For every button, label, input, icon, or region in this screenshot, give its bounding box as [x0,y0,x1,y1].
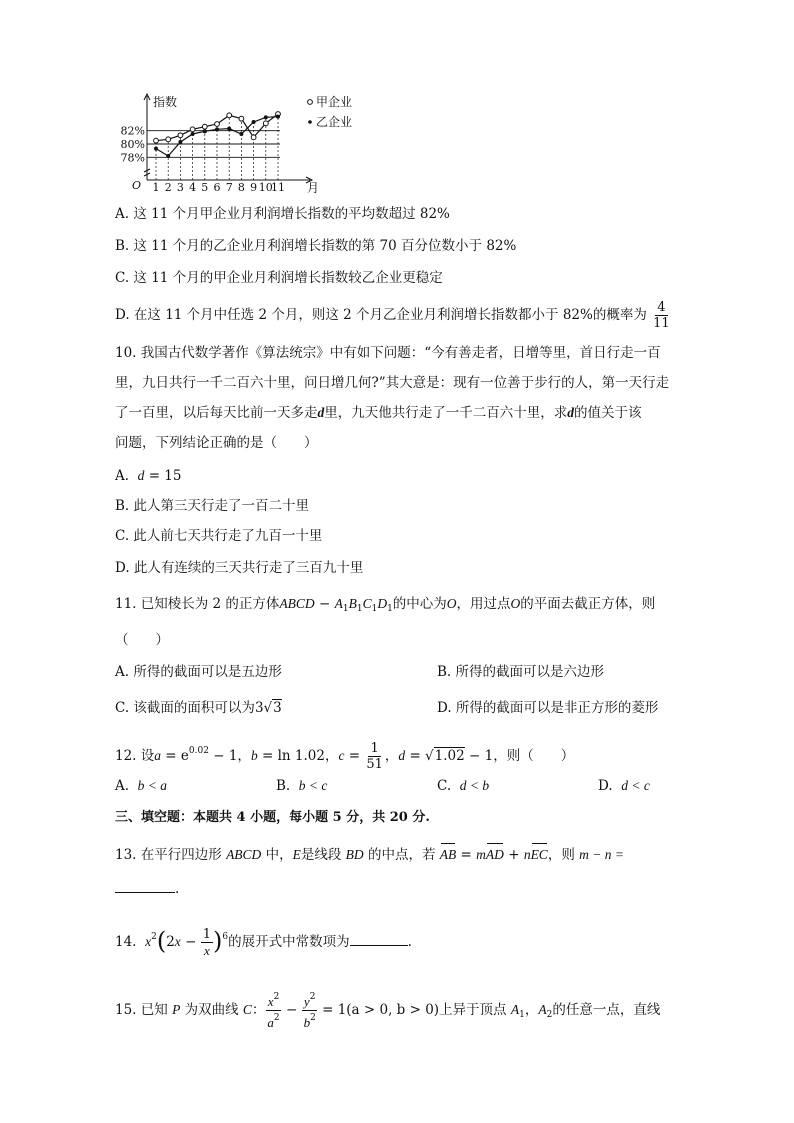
q12-option-a: A. b < a [115,778,167,794]
q9-probability-fraction: $\frac{4}{11}$ [653,300,670,331]
q12-option-c: C. d < b [437,778,490,794]
q10-line-2: 里，九日共行一千二百六十里，问日增几何?”其大意是：现有一位善于步行的人，第一天行走 [115,375,670,391]
origin-label: O [132,179,142,192]
series-2-point [252,120,256,124]
q11-paren: （ ） [115,632,169,648]
x-tick-label: 2 [164,181,172,194]
q11-option-c: C. 该截面的面积可以为3√3 [115,700,282,716]
series-1-point [263,121,268,126]
q11-stem: 11. 已知棱长为 2 的正方体ABCD − $A_1B_1C_1D_1$的中心为O，用过点O的平面去截正方体，则 [115,596,656,614]
series-2-point [191,132,195,136]
y-tick-label: 80% [120,138,145,151]
x-tick-label: 7 [225,181,233,194]
series-1-point [215,122,220,127]
series-1-point [227,113,232,118]
legend-label-jia: 甲企业 [316,95,353,109]
series-2-point [264,115,268,119]
q10-option-a: A. d = 15 [115,468,182,484]
series-1-point [190,127,195,132]
x-axis-label: 月 [307,181,320,195]
q12-stem: 12. 设$a = e^{0.02} - 1$，b = ln 1.02，c = $\frac{1}{51}$ ，d = √1.02 − 1，则（ ） [115,741,575,772]
x-tick-label: 9 [250,181,258,194]
x-tick-label: 10 [258,181,273,194]
q10-option-c: C. 此人前七天共行走了九百一十里 [115,528,323,544]
q13-stem: 13. 在平行四边形 ABCD 中，E是线段 BD 的中点，若 AB = mAD + nEC，则 m − n = [115,847,624,863]
legend-marker-jia [308,100,313,105]
q9-option-d: D. 在这 11 个月中任选 2 个月，则这 2 个月乙企业月利润增长指数都小于 82%的概率为 $\frac{4}{11}$ [115,300,670,331]
series-2-point [203,129,207,133]
q10-line-3: 了一百里，以后每天比前一天多走d里，九天他共行走了一千二百六十里，求d的值关于该 [115,405,642,421]
y-tick-label: 78% [120,151,145,165]
series-2-point [166,154,170,158]
profit-index-chart [110,90,370,196]
series-1-point [178,133,183,138]
y-tick-label: 82% [120,124,145,138]
q10-option-b: B. 此人第三天行走了一百二十里 [115,498,310,514]
series-2-point [276,115,280,119]
x-tick-label: 3 [176,181,184,194]
q11-option-b: B. 所得的截面可以是六边形 [437,664,605,680]
q12-option-d: D. d < c [598,778,650,794]
q14-stem: 14. $x^2(2x$ − $\frac{1}{x}$ )$^6$的展开式中常数项为 . [115,926,412,958]
q11-option-d: D. 所得的截面可以是非正方形的菱形 [437,700,659,716]
section-3-heading: 三、填空题：本题共 4 小题，每小题 5 分，共 20 分. [115,810,430,825]
q11-option-a: A. 所得的截面可以是五边形 [115,664,282,680]
series-1-point [202,124,207,129]
q9-option-c: C. 这 11 个月的甲企业月利润增长指数较乙企业更稳定 [115,270,443,286]
q13-answer-blank: . [115,878,179,899]
series-2-point [239,132,243,136]
series-2-point [154,147,158,151]
series-1-point [166,137,171,142]
q9-option-b: B. 这 11 个月的乙企业月利润增长指数的第 70 百分位数小于 82% [115,238,517,254]
legend-label-yi: 乙企业 [316,115,353,129]
q9-option-a: A. 这 11 个月甲企业月利润增长指数的平均数超过 82% [115,206,450,222]
q10-line-4: 问题，下列结论正确的是（ ） [115,435,318,451]
x-tick-label: 1 [152,181,160,194]
series-1-point [239,116,244,121]
q10-line-1: 10. 我国古代数学著作《算法统宗》中有如下问题：“今有善走者，日增等里，首日行走一百 [115,345,661,361]
series-1-point [154,138,159,143]
q10-option-d: D. 此人有连续的三天共行走了三百九十里 [115,560,364,576]
series-1-point [251,135,256,140]
x-tick-label: 5 [201,181,209,194]
x-tick-label: 6 [213,181,221,194]
series-2-point [178,140,182,144]
series-2-point [215,127,219,131]
x-tick-label: 8 [237,181,245,194]
legend-marker-yi [308,120,312,124]
series-2-point [227,127,231,131]
x-tick-label: 4 [189,181,197,194]
q15-stem: 15. 已知 P 为双曲线 C： $\frac{x^2}{a^2}$ − $\frac{y^2}{b^2}$ = 1(a > 0, b > 0)上异于顶点 $A_1$，$A_2$的任意一点，直线 [115,992,661,1030]
q12-option-b: B. b < c [276,778,328,794]
y-axis-label: 指数 [153,95,178,109]
x-tick-label: 11 [271,181,285,194]
